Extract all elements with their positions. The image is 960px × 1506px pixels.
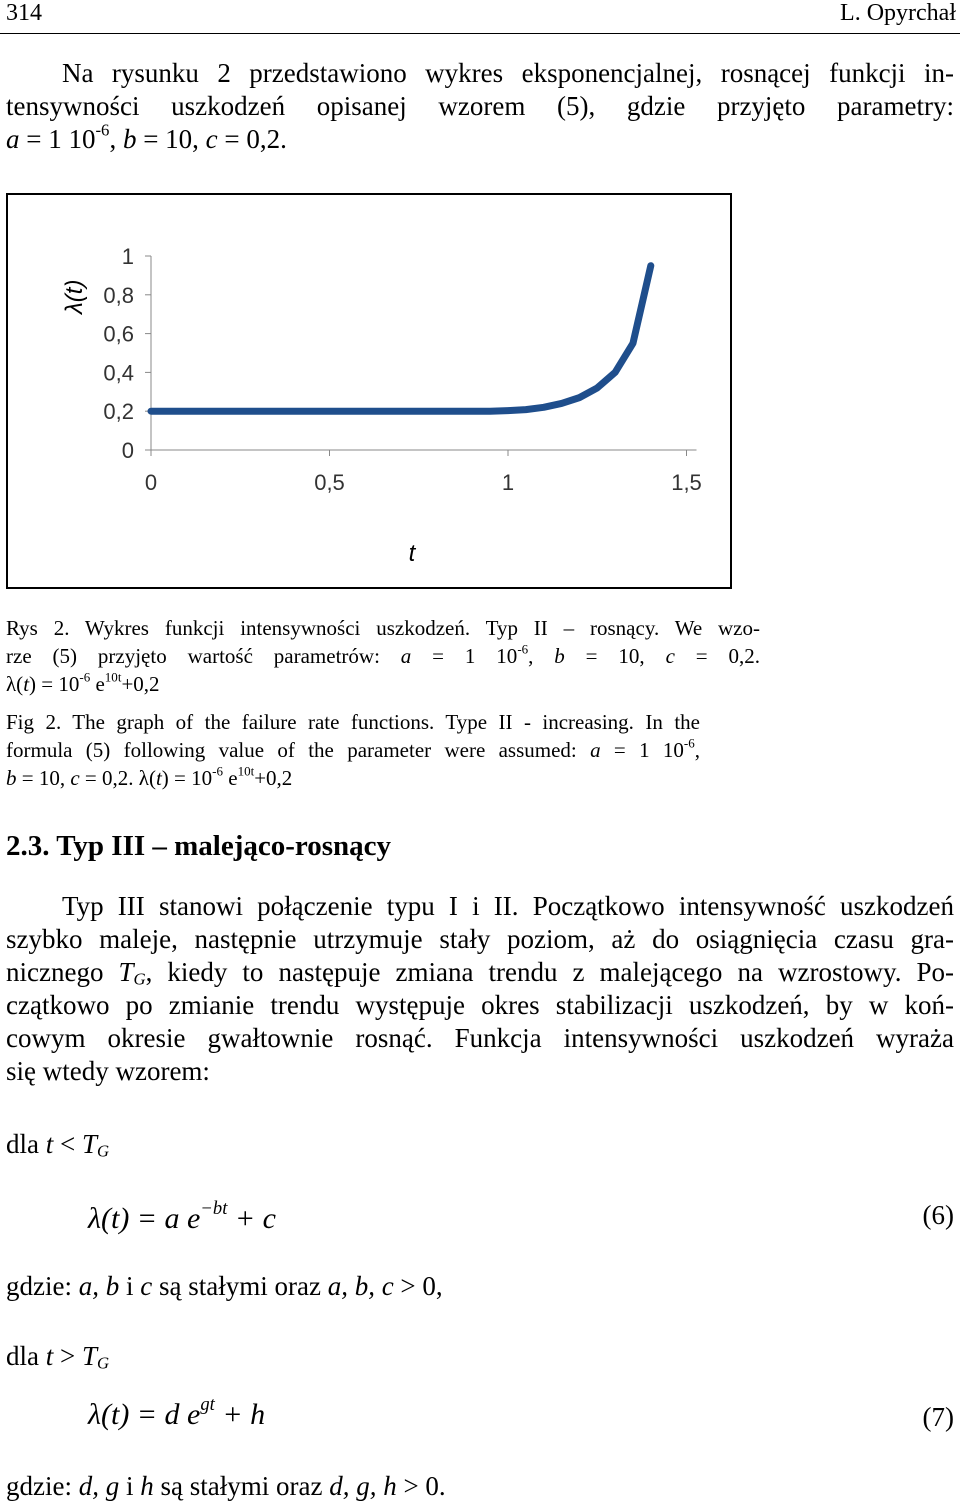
caption-pl-formula (6, 670, 760, 698)
formula-part: +0,2 (254, 766, 293, 790)
param-c-value: = 0,2. (674, 644, 761, 668)
subscript-G: G (97, 1353, 110, 1373)
body-line-5: cowym okresie gwałtownie rosnąć. Funkcja intensywności uszkodzeń wyraża (6, 1023, 954, 1053)
param-a-value: = 1 10 (411, 644, 518, 668)
param-a: a (6, 124, 20, 154)
where-text: gdzie: (6, 1471, 79, 1501)
var-T: T (82, 1129, 98, 1159)
param-b-value: = 10, (16, 766, 71, 790)
failure-rate-chart (8, 195, 730, 587)
exponent: -6 (212, 763, 223, 779)
var-t: t (45, 1129, 54, 1159)
param-c: c (665, 644, 675, 668)
intro-line-1: Na rysunku 2 przedstawiono wykres eksponencjalnej, rosnącej funkcji in- (62, 58, 954, 88)
equation-6 (88, 1198, 276, 1236)
body-paragraph (6, 890, 954, 1088)
body-text: nicznego (6, 957, 119, 987)
var-t: t (23, 672, 30, 696)
running-header-author: L. Opyrchał (840, 0, 956, 26)
formula-part: e (222, 766, 238, 790)
equation-rhs: + c (227, 1202, 276, 1235)
param-b: b (6, 766, 17, 790)
subscript-G: G (97, 1141, 110, 1161)
cond-text: < (53, 1129, 82, 1159)
body-line-6: się wtedy wzorem: (6, 1056, 210, 1086)
where-text: > 0, (393, 1271, 443, 1301)
condition-1 (6, 1128, 109, 1161)
where-clause-2 (6, 1470, 446, 1503)
equation-exponent: −bt (200, 1198, 228, 1220)
y-tick-label: 0,8 (103, 282, 134, 308)
where-vars: a, b, c (327, 1271, 394, 1301)
y-tick-label: 0,4 (103, 360, 134, 386)
var-T: T (118, 957, 134, 987)
where-vars: h (140, 1471, 154, 1501)
section-title: 2.3. Typ III – malejąco-rosnący (6, 830, 392, 862)
formula-part: ) = 10 (161, 766, 213, 790)
where-clause-1 (6, 1270, 443, 1303)
where-text: gdzie: (6, 1271, 79, 1301)
param-a-exponent: -6 (95, 120, 110, 140)
caption-pl-line-2 (6, 642, 760, 670)
y-tick-label: 0,6 (103, 321, 134, 347)
where-vars: d, g (78, 1471, 120, 1501)
y-tick-label: 0 (121, 438, 134, 463)
separator: , (109, 124, 123, 154)
x-tick-label: 0 (144, 470, 158, 495)
equation-7-number: (7) (922, 1402, 954, 1432)
body-line-2: szybko maleje, następnie utrzymuje stały poziom, aż do osiągnięcia czasu gra- (6, 924, 954, 954)
caption-text: rze (5) przyjęto wartość parametrów: (6, 644, 401, 668)
exponent: 10t (104, 669, 122, 685)
equation-rhs: + h (214, 1398, 266, 1431)
param-c: c (70, 766, 80, 790)
param-c: c (205, 124, 218, 154)
y-tick-label: 0,2 (103, 399, 134, 425)
param-b-value: = 10, (136, 124, 206, 154)
intro-line-2: tensywności uszkodzeń opisanej wzorem (5), gdzie przyjęto parametry: (6, 91, 954, 121)
y-axis-title: λ(t) (61, 279, 88, 315)
body-line-1: Typ III stanowi połączenie typu I i II. Początkowo intensywność uszkodzeń (62, 891, 954, 921)
var-T: T (82, 1341, 98, 1371)
equation-6-number: (6) (922, 1200, 954, 1230)
param-b: b (122, 124, 137, 154)
equation-exponent: gt (200, 1394, 215, 1416)
separator: , (528, 644, 555, 668)
separator: , (694, 738, 700, 762)
param-b-value: = 10, (564, 644, 666, 668)
x-tick-label: 1 (501, 470, 515, 495)
exponent: -6 (79, 669, 91, 685)
header-rule (0, 33, 960, 34)
body-line-4: czątkowo po zmianie trendu występuje okres stabilizacji uszkodzeń, by w koń- (6, 990, 954, 1020)
cond-text: dla (6, 1129, 46, 1159)
var-t: t (45, 1341, 54, 1371)
x-tick-label: 1,5 (671, 470, 702, 495)
series-line (151, 266, 651, 412)
param-a-exponent: -6 (683, 735, 695, 751)
where-text: > 0. (396, 1471, 446, 1501)
where-vars: d, g, h (329, 1471, 397, 1501)
where-vars: c (140, 1271, 153, 1301)
lambda: λ( (6, 672, 24, 696)
subscript-G: G (133, 969, 146, 989)
body-text: , kiedy to następuje zmiana trendu z malejącego na wzrostowy. Po- (145, 957, 955, 987)
equation-7 (88, 1394, 266, 1432)
x-axis-title: t (408, 540, 416, 567)
where-text: są stałymi oraz (152, 1271, 328, 1301)
figure-caption-pl (6, 614, 760, 698)
where-text: i (119, 1471, 141, 1501)
formula-part: = 0,2. λ( (79, 766, 156, 790)
where-text: są stałymi oraz (153, 1471, 330, 1501)
caption-en-line-1: Fig 2. The graph of the failure rate functions. Type II - increasing. In the (6, 710, 700, 734)
caption-en-line-3 (6, 764, 700, 792)
caption-pl-line-1: Rys 2. Wykres funkcji intensywności uszkodzeń. Typ II – rosnący. We wzo- (6, 616, 760, 640)
param-b: b (554, 644, 565, 668)
chart-frame (6, 193, 732, 589)
param-a-value: = 1 10 (19, 124, 96, 154)
param-a: a (590, 738, 601, 762)
exponent: 10t (237, 763, 255, 779)
equation-lhs: λ(t) = d e (88, 1398, 201, 1431)
body-line-3 (6, 956, 954, 989)
cond-text: > (53, 1341, 82, 1371)
param-a: a (400, 644, 412, 668)
intro-line-3 (6, 120, 954, 156)
where-text: i (119, 1271, 141, 1301)
where-vars: a, b (78, 1271, 120, 1301)
y-tick-label: 1 (121, 244, 134, 269)
cond-text: dla (6, 1341, 46, 1371)
param-a-value: = 1 10 (600, 738, 684, 762)
caption-text: formula (5) following value of the parameter were assumed: (6, 738, 591, 762)
condition-2 (6, 1340, 109, 1373)
intro-paragraph (6, 57, 954, 156)
x-tick-label: 0,5 (314, 470, 345, 495)
page-number: 314 (6, 0, 42, 26)
formula-part: +0,2 (121, 672, 160, 696)
param-a-exponent: -6 (517, 641, 529, 657)
formula-part: ) = 10 (29, 672, 80, 696)
caption-en-line-2 (6, 736, 700, 764)
param-c-value: = 0,2. (217, 124, 287, 154)
equation-lhs: λ(t) = a e (88, 1202, 201, 1235)
formula-part: e (90, 672, 105, 696)
figure-caption-en (6, 708, 700, 792)
var-t: t (155, 766, 162, 790)
